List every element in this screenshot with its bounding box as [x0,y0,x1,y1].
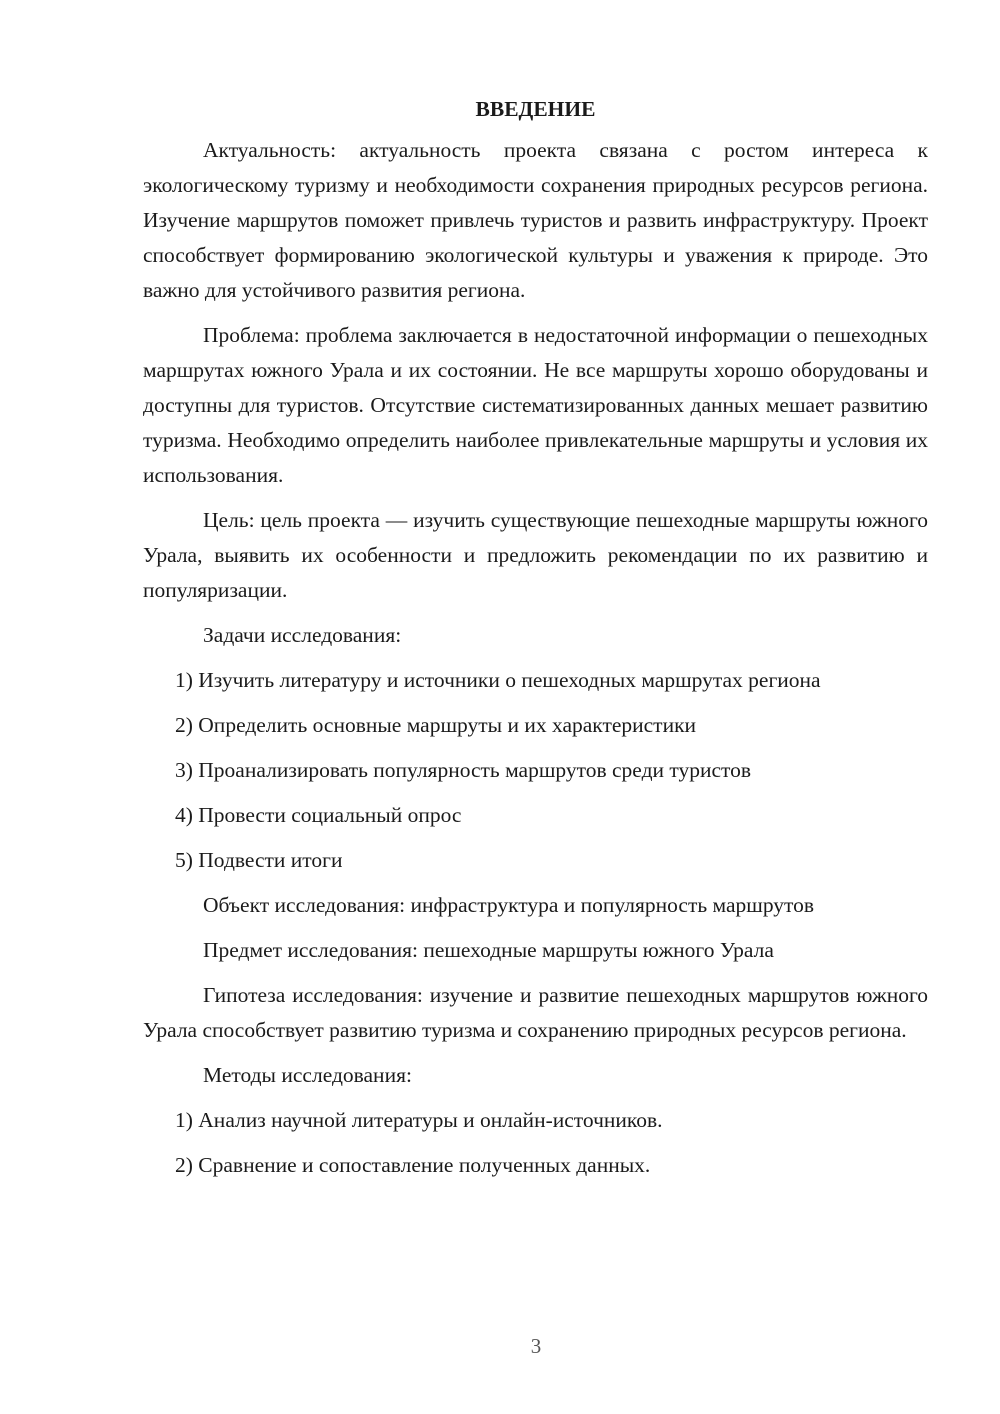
list-item: 2) Определить основные маршруты и их характеристики [175,713,697,737]
list-item: 1) Анализ научной литературы и онлайн-источников. [175,1108,663,1132]
list-item: 4) Провести социальный опрос [175,803,462,827]
list-item: 5) Подвести итоги [175,848,343,872]
list-item: 2) Сравнение и сопоставление полученных данных. [175,1153,651,1177]
research-subject: Предмет исследования: пешеходные маршруты южного Урала [203,938,774,962]
list-item: 1) Изучить литературу и источники о пешеходных маршрутах региона [175,668,821,692]
tasks-list [143,663,928,878]
relevance-paragraph: Актуальность: актуальность проекта связана с ростом интереса к экологическому туризму и необходимости сохранения природных ресурсов региона. Изучение маршрутов поможет привлечь туристов и развить инфраструктуру. Проект способствует формированию экологической культуры и уважения к природе. Это важно для устойчивого развития региона. [143,138,928,302]
hypothesis-paragraph: Гипотеза исследования: изучение и развитие пешеходных маршрутов южного Урала способствует развитию туризма и сохранению природных ресурсов региона. [143,983,928,1042]
tasks-heading: Задачи исследования: [203,623,402,647]
section-title: ВВЕДЕНИЕ [475,97,596,121]
goal-paragraph: Цель: цель проекта — изучить существующие пешеходные маршруты южного Урала, выявить их особенности и предложить рекомендации по их развитию и популяризации. [143,508,928,602]
page-number: 3 [530,1334,542,1358]
research-object: Объект исследования: инфраструктура и популярность маршрутов [203,893,815,917]
methods-heading: Методы исследования: [203,1063,412,1087]
methods-list [143,1103,928,1183]
problem-paragraph: Проблема: проблема заключается в недостаточной информации о пешеходных маршрутах южного Урала и их состоянии. Не все маршруты хорошо оборудованы и доступны для туристов. Отсутствие систематизированных данных мешает развитию туризма. Необходимо определить наиболее привлекательные маршруты и условия их использования. [143,323,928,487]
document-body [143,92,928,1193]
list-item: 3) Проанализировать популярность маршрутов среди туристов [175,758,752,782]
